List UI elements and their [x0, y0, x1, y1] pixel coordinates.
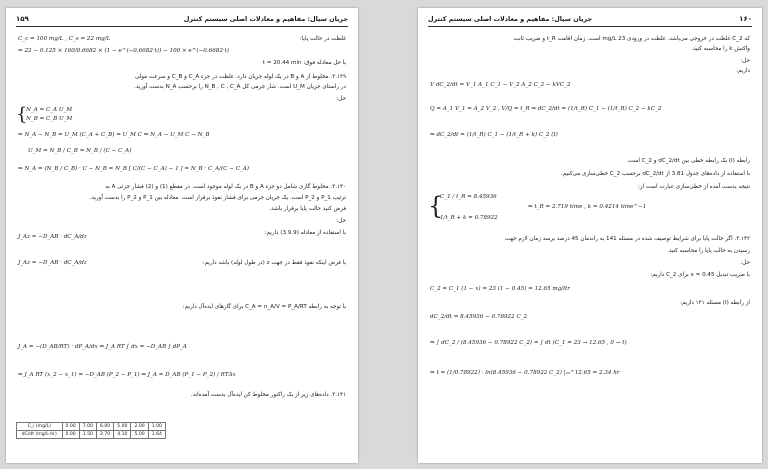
equation-line: C_1 / t_R = 8.45936 — [440, 194, 497, 200]
problem-statement: ۳.۱۳۹. مخلوط از A و B در یک لوله جریان دارد. غلظت در جزء C_A و C_B و سرعت مولی — [134, 74, 346, 80]
page-number: ۱۶۰ — [739, 15, 752, 23]
problem-statement: فرض کنید حالت پایا برقرار باشد. — [269, 206, 346, 212]
table-cell: dC/dt (mg/L·hr) — [17, 431, 63, 439]
equation-line: N_A = C_A U_M — [26, 107, 73, 113]
table-cell: 0.00 — [62, 431, 79, 439]
solution-label: حل: — [336, 218, 346, 224]
equation-line: ⇒ J_A RT (x_2 − x_1) = −D_AB (P_2 − P_1) ⇒ J_A = D_AB (P_1 − P_2) / RTΔx — [18, 372, 236, 378]
text-line: با ضریب تبدیل 0.45 = x برای C_2 داریم: — [650, 272, 750, 278]
brace-symbol: { — [16, 104, 28, 125]
page-header — [428, 14, 752, 27]
equation-line: dC_2/dt = 8.45936 − 0.78922 C_2 — [430, 314, 528, 320]
table-row — [17, 431, 166, 439]
table-cell: 2.70 — [96, 431, 113, 439]
table-cell: 7.00 — [79, 423, 96, 431]
equation-line: N_B = C_B U_M — [26, 116, 73, 122]
equation-line: ⇒ N_A − N_B = U_M (C_A + C_B) = U_M C ⇒ N_A − U_M C − N_B — [18, 132, 210, 138]
table-cell: C_i (mg/L) — [17, 423, 63, 431]
equation-line: J_Az = −D_AB · dC_A/dz — [18, 260, 87, 266]
table-cell: 4.10 — [114, 431, 131, 439]
equation-line: 1/t_R + k = 0.78922 — [440, 215, 498, 221]
text-line: با توجه به رابطه C_A = n_A/V = P_A/RT برای گازهای ایده‌آل داریم: — [182, 304, 346, 310]
problem-statement: ۳.۱۴۱. داده‌های زیر از یک راکتور مخلوط کن ایده‌آل بدست آمده‌اند. — [190, 392, 346, 398]
equation-line: ⇒ ∫ dC_2 / (8.45936 − 0.78922 C_2) = ∫ dt (C_1 = 23 → 12.65 , 0 → t) — [430, 340, 627, 346]
problem-statement: رسیدن به حالت پایا را محاسبه کنید. — [667, 248, 750, 254]
table-cell: 2.00 — [131, 423, 148, 431]
text-line: داریم: — [736, 68, 750, 74]
solution-label: حل: — [740, 260, 750, 266]
equation-line: ⇒ t = (1/0.78922) · ln(8.45936 − 0.78922 C_2) |₂₃^12.65 = 2.34 hr — [430, 370, 620, 376]
text-line: با استفاده از داده‌های جدول 3.81 از dC_2/dt برحسب C_2 خطی‌سازی می‌کنیم. — [560, 171, 750, 177]
equation-line: V dC_2/dt = V_1 A_1 C_1 − V_2 A_2 C_2 − kVC_2 — [430, 82, 571, 88]
problem-statement: ترتیب P_1 و P_2 است. یک جریان جرمی برای فشار نفوذ برقرار است. معادله بین P_1 و P_2 را بدست آورید. — [89, 195, 346, 201]
table-cell: 0.00 — [62, 423, 79, 431]
equation-line: J_A = −(D_AB/RT) · dP_A/dx ⇒ J_A RT ∫ dx = −D_AB ∫ dP_A — [18, 344, 187, 350]
table-cell: 1.64 — [148, 431, 165, 439]
solution-label: حل: — [740, 58, 750, 64]
table-cell: 1.50 — [79, 431, 96, 439]
text-line: رابطه (I) یک رابطه خطی بین dC_2/dt و C_2 است. — [626, 158, 750, 164]
equation-line: ⇒ dC_2/dt = (1/t_R) C_1 − (1/t_R + k) C_2 (I) — [430, 132, 558, 138]
text-line: که C_2 غلظت در خروجی می‌باشد. غلظت در ورودی 23 mg/L است. زمان اقامت t_R و ضریب ثابت — [513, 36, 750, 42]
equation-line: U_M = N_B / C_B = N_B / (C − C_A) — [28, 148, 132, 154]
text-line: نتیجه بدست آمده از خطی‌سازی عبارت است از: — [637, 184, 750, 190]
equation-line: J_Az = −D_AB · dC_A/dz — [18, 234, 87, 240]
data-table — [16, 422, 166, 439]
left-page — [6, 8, 358, 463]
equation-line: ⇒ t_R = 2.719 time , k = 0.4214 time^−1 — [528, 204, 647, 210]
text-line: واکنش k را محاسبه کنید. — [691, 46, 750, 52]
text-line: غلظت در حالت پایا: — [299, 36, 346, 42]
page-number: ۱۵۹ — [16, 15, 29, 23]
table-cell: 1.00 — [148, 423, 165, 431]
chapter-title: جریان سیال: مفاهیم و معادلات اصلی سیستم کنترل — [183, 15, 348, 23]
problem-statement: ۳.۱۴۲. اگر حالت پایا برای شرایط توصیف شده در مسئله 141 به راندمان 45 درصد برسد زمان لازم جهت — [505, 236, 750, 242]
text-line: با فرض اینکه نفوذ فقط در جهت z (در طول لوله) باشد داریم: — [202, 260, 346, 266]
chapter-title: جریان سیال: مفاهیم و معادلات اصلی سیستم کنترل — [428, 15, 593, 23]
table-cell: 5.00 — [114, 423, 131, 431]
right-page — [418, 8, 762, 463]
equation-line: Q = A_1 V_1 = A_2 V_2 , V/Q = t_R ⇒ dC_2/dt = (1/t_R) C_1 − (1/t_R) C_2 − kC_2 — [430, 106, 662, 112]
equation-line: C_2 = C_1 (1 − x) = 23 (1 − 0.45) = 12.65 mg/ltr — [430, 286, 570, 292]
text-line: از رابطه (I) مسئله ۱۴۱ داریم: — [679, 300, 750, 306]
equation-line: ⇒ N_A = (N_B / C_B) · C − N_B = N_B [ C/(C − C_A) − 1 ] = N_B · C_A/(C − C_A) — [18, 166, 249, 172]
problem-statement: در راستای جریان U_M است. شار جرمی کل N_B , C , C_A را برحسب N_A بدست آورید. — [134, 84, 346, 90]
table-cell: 6.00 — [96, 423, 113, 431]
equation-line: ⇒ 22 − 0.125 × 100/0.6682 × (1 − e^(−0.6682·t)) − 100 × e^(−0.6682·t) — [18, 48, 230, 54]
equation-line: C_c = 100 mg/L , C_s = 22 mg/L — [18, 36, 111, 42]
table-cell: 5.00 — [131, 431, 148, 439]
page-header — [16, 14, 348, 27]
solution-label: حل: — [336, 96, 346, 102]
text-line: با استفاده از معادله (3.9.9) داریم: — [264, 230, 346, 236]
brace-symbol: { — [428, 192, 444, 220]
problem-statement: ۳.۱۴۰. مخلوط گازی شامل دو جزء A و B در یک لوله موجود است. در مقطع (1) و (2) فشار جزئی A به — [105, 184, 346, 190]
table-row — [17, 423, 166, 431]
text-line: با حل معادله فوق: t = 20.44 min — [262, 60, 346, 66]
